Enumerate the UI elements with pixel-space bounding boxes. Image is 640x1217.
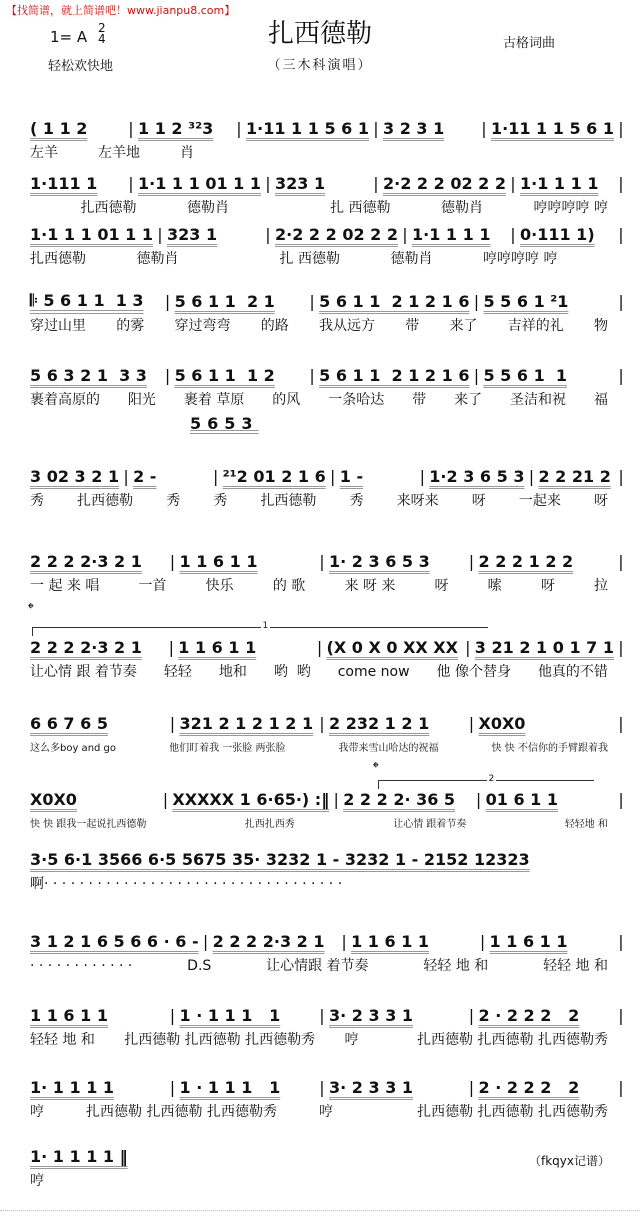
lyric: D.S <box>187 958 212 974</box>
lyric: 裹着高原的 <box>30 392 100 408</box>
barline: | <box>162 789 169 809</box>
coda-sign: 𝄌 <box>28 599 34 618</box>
lyric: 德勒肖 <box>187 200 230 216</box>
lyric: 扎 西德勒 <box>279 251 340 267</box>
measure: 1 1 2 ³²3 <box>138 118 214 138</box>
lyric: 嗦 <box>487 578 502 594</box>
lyric: 秀 <box>166 493 181 509</box>
lyric: 让心情 跟着节奏 <box>393 819 467 830</box>
lyric: 扎西德勒 扎西德勒 扎西德勒秀 <box>86 1104 277 1120</box>
measure: 1·1 1 1 1 <box>520 173 599 193</box>
lyrics-line <box>30 958 628 975</box>
measure: 5 6 1 1 1 2 <box>174 365 275 385</box>
alternate-notes: 5653 <box>190 414 259 433</box>
lyrics-line <box>30 1032 628 1049</box>
barline: | <box>157 224 163 244</box>
notes-line <box>30 712 628 734</box>
lyrics-line <box>30 145 628 162</box>
lyric: 快 快 跟我一起说扎西德勒 <box>30 819 147 830</box>
key-signature: 1= A <box>50 28 88 46</box>
lyric: 吉祥的礼 <box>507 318 564 334</box>
measure: X0X0 <box>478 713 526 733</box>
barline: | <box>618 466 624 486</box>
measure: 3 21 2 1 0 1 7 1 <box>474 637 614 657</box>
lyrics-line <box>30 664 628 681</box>
lyrics-line <box>30 816 628 833</box>
lyrics-line <box>30 1173 628 1190</box>
staff-system <box>30 364 628 409</box>
measure: 2·2 2 2 02 2 2 <box>275 224 398 244</box>
barline: | <box>618 1005 624 1025</box>
lyric: 德勒肖 <box>136 251 179 267</box>
notes-line <box>30 364 628 386</box>
staff-system <box>30 223 628 268</box>
barline: | <box>169 1077 176 1097</box>
lyric: 我带来雪山哈达的祝福 <box>338 743 439 754</box>
notes-line <box>30 290 628 312</box>
lyric: 来呀来 <box>396 493 439 509</box>
lyric: 这么多boy and go <box>30 743 117 754</box>
lyric: 来了 <box>449 318 478 334</box>
barline: | <box>316 637 323 657</box>
staff-system <box>30 848 628 893</box>
lyric: 呀 <box>540 578 555 594</box>
barline: | <box>468 551 475 571</box>
barline: | <box>169 713 176 733</box>
lyric: 带 <box>405 318 420 334</box>
measure: 3· 2 3 3 1 <box>329 1005 414 1025</box>
notes-line <box>30 550 628 572</box>
lyric: 一条哈达 <box>328 392 385 408</box>
lyric: 他真的不错 <box>537 664 608 680</box>
lyric: 扎 西德勒 <box>330 200 391 216</box>
measure: 1 1 6 1 1 <box>178 637 257 657</box>
barline: | <box>618 1077 624 1097</box>
lyrics-line <box>30 392 628 409</box>
time-top: 2 <box>98 21 106 35</box>
lyric: 穿过山里 <box>30 318 86 334</box>
barline: | <box>373 173 379 193</box>
notes-line <box>30 636 628 658</box>
lyric: 哼 <box>30 1173 44 1189</box>
lyric: 我从远方 <box>319 318 375 334</box>
notes-line <box>30 930 628 952</box>
lyrics-line <box>30 740 628 757</box>
barline: | <box>236 118 242 138</box>
notes-line <box>30 223 628 245</box>
barline: | <box>618 931 624 951</box>
lyric: 来 呀 来 <box>344 578 396 594</box>
measure: 1·1 1 1 01 1 1 <box>30 224 153 244</box>
measure: 2 2 21 2 <box>538 466 611 486</box>
barline: | <box>618 291 624 311</box>
lyric: 扎西扎西秀 <box>244 819 295 830</box>
lyrics-line <box>30 578 628 595</box>
lyric: · · · · · · · · · · · · <box>30 958 133 974</box>
lyric: 德勒肖 <box>390 251 433 267</box>
measure: 5 6 1 1 2 1 2 1 6 <box>319 365 470 385</box>
lyric: 秀 <box>213 493 228 509</box>
measure: X0X0 <box>30 789 77 809</box>
lyric: 带 <box>412 392 427 408</box>
lyric: 扎西德勒 <box>77 493 134 509</box>
volta-bracket-1 <box>32 621 488 636</box>
lyric: 扎西德勒 扎西德勒 扎西德勒秀 <box>124 1032 316 1048</box>
lyrics-line <box>30 200 628 217</box>
lyric: 呀 <box>593 493 608 509</box>
measure: 1 1 6 1 1 <box>179 551 258 571</box>
measure: 6 6 7 6 5 <box>30 713 108 733</box>
barline: | <box>123 466 129 486</box>
site-banner[interactable]: 【找简谱，就上简谱吧！www.jianpu8.com】 <box>6 4 236 17</box>
measure: 2 · 2 2 2 2 <box>478 1077 580 1097</box>
measure: 2 2 2 1 2 2 <box>478 551 574 571</box>
barline: | <box>309 291 315 311</box>
lyric: 呀 <box>434 578 449 594</box>
lyric: 快乐 <box>205 578 234 594</box>
lyric: 呀 <box>471 493 486 509</box>
lyric: 一 起 来 唱 <box>30 578 100 594</box>
lyric: 裹着 草原 <box>183 392 245 408</box>
barline: | <box>468 1077 475 1097</box>
time-bottom: 4 <box>98 32 106 46</box>
lyric: come now <box>337 664 410 680</box>
barline: | <box>168 637 174 657</box>
lyric: 快 快 不信你的手臂跟着我 <box>491 743 608 754</box>
barline: | <box>475 789 482 809</box>
measure: 1 1 6 1 1 <box>489 931 568 951</box>
measure: 3·5 6·1 3566 6·5 5675 35· 3232 1 - 3232 1 - 2152 12323 <box>30 849 530 869</box>
barline: | <box>319 713 325 733</box>
lyric: 秀 <box>30 493 44 509</box>
transcriber-credit: （fkqyx记谱） <box>529 1154 610 1168</box>
barline: | <box>481 118 487 138</box>
barline: | <box>128 118 134 138</box>
lyric: 圣洁和祝 <box>510 392 567 408</box>
notes-line <box>30 788 628 810</box>
volta-1-label: 1 <box>262 621 269 631</box>
staff-system <box>30 465 628 510</box>
measure: 3 02 3 2 1 <box>30 466 120 486</box>
measure: (X 0 X 0 XX XX <box>326 637 458 657</box>
barline: | <box>618 551 624 571</box>
barline: | <box>202 931 209 951</box>
staff-system <box>30 788 628 833</box>
lyrics-line <box>30 318 628 335</box>
lyric: 物 <box>594 318 608 334</box>
measure: 01 6 1 1 <box>485 789 558 809</box>
lyric: 轻轻 地 和 <box>423 958 489 974</box>
lyric: 来了 <box>454 392 483 408</box>
barline: | <box>402 224 408 244</box>
barline: | <box>479 931 486 951</box>
barline: | <box>169 1005 176 1025</box>
measure: 1· 1 1 1 1 ‖ <box>30 1146 128 1166</box>
barline: | <box>265 224 271 244</box>
measure: 5 6 1 1 2 1 2 1 6 <box>319 291 470 311</box>
barline: | <box>473 291 480 311</box>
lyric: 的雾 <box>116 318 145 334</box>
lyric: 拉 <box>593 578 608 594</box>
lyric: 一首 <box>138 578 167 594</box>
staff-system <box>30 1004 628 1049</box>
measure: 2 2 2 2·3 2 1 <box>30 637 142 657</box>
measure: 1 - <box>339 466 364 486</box>
lyric: 哼哼哼哼 哼 <box>533 200 608 216</box>
lyric: 啊· · · · · · · · · · · · · · · · · · · · · · · · · · · · · · · · · · <box>30 876 343 892</box>
lyrics-line <box>30 876 628 893</box>
barline: | <box>319 1005 325 1025</box>
measure: 323 1 <box>167 224 218 244</box>
measure: 1·1 1 1 1 <box>412 224 491 244</box>
measure: 2 2 2 2·3 2 1 <box>30 551 142 571</box>
barline: | <box>618 789 624 809</box>
lyric: 让心情 跟 着节奏 <box>30 664 137 680</box>
lyric: 一起来 <box>518 493 561 509</box>
measure: 2 2 2 2·3 2 1 <box>212 931 325 951</box>
lyrics-line <box>30 493 628 510</box>
measure: 1 1 6 1 1 <box>30 1005 108 1025</box>
measure: 1 · 1 1 1 1 <box>179 1005 281 1025</box>
measure: 323 1 <box>275 173 326 193</box>
lyric: 扎西德勒 <box>260 493 317 509</box>
barline: | <box>528 466 535 486</box>
lyric: 德勒肖 <box>441 200 484 216</box>
barline: | <box>164 365 171 385</box>
barline: | <box>618 637 624 657</box>
barline: | <box>510 224 516 244</box>
measure: 1·11 1 1 5 6 1 <box>491 118 614 138</box>
barline: | <box>330 466 336 486</box>
lyric: 的路 <box>260 318 289 334</box>
lyrics-line <box>30 1104 628 1121</box>
measure: 5 5 6 1 ²1 <box>483 291 569 311</box>
lyric: 左羊 <box>30 145 58 161</box>
barline: | <box>618 173 624 193</box>
barline: | <box>164 291 171 311</box>
staff-system <box>30 172 628 217</box>
lyric: 哼 <box>30 1104 44 1120</box>
singer: （三木科演唱） <box>267 58 373 73</box>
measure: 3· 2 3 3 1 <box>329 1077 414 1097</box>
barline: | <box>128 173 134 193</box>
lyric: 他们盯着我 一张脸 两张脸 <box>169 743 286 754</box>
barline: | <box>169 551 176 571</box>
barline: | <box>309 365 315 385</box>
measure: 1·2 3 6 5 3 <box>429 466 525 486</box>
notes-line <box>30 117 628 139</box>
measure: 5 6 1 1 2 1 <box>174 291 275 311</box>
staff-system <box>30 1076 628 1121</box>
notes-line <box>30 465 628 487</box>
lyric: 扎西德勒 扎西德勒 扎西德勒秀 <box>417 1104 608 1120</box>
lyric: 阳光 <box>127 392 156 408</box>
measure: 2 · 2 2 2 2 <box>478 1005 580 1025</box>
barline: | <box>319 551 325 571</box>
lyric: 左羊地 <box>98 145 140 161</box>
barline: | <box>468 1005 475 1025</box>
volta-2-label: 2 <box>488 774 495 784</box>
measure: 5 5 6 1 1 <box>483 365 567 385</box>
staff-system <box>30 636 628 681</box>
measure: 2 - <box>133 466 157 486</box>
barline: | <box>373 118 379 138</box>
lyric: 哼 <box>319 1104 333 1120</box>
volta-bracket-2 <box>378 774 594 789</box>
lyric: 扎西德勒 <box>80 200 137 216</box>
measure: 2·2 2 2 02 2 2 <box>383 173 506 193</box>
staff-system <box>30 550 628 595</box>
barline: | <box>618 365 624 385</box>
measure: 1·111 1 <box>30 173 98 193</box>
measure: 5 6 3 2 1 3 3 <box>30 365 147 385</box>
song-title: 扎西德勒 <box>267 19 373 49</box>
staff-system <box>30 117 628 162</box>
lyric: 福 <box>593 392 608 408</box>
lyric: 哟 哟 <box>273 664 311 680</box>
barline: | <box>319 1077 325 1097</box>
lyric: 的风 <box>272 392 301 408</box>
lyric: 肖 <box>180 145 194 161</box>
lyric: 轻轻 地 和 <box>543 958 608 974</box>
lyric: 地和 <box>218 664 247 680</box>
measure: 1·11 1 1 5 6 1 <box>246 118 369 138</box>
barline: | <box>265 173 271 193</box>
lyric: 轻轻 地 和 <box>30 1032 95 1048</box>
lyrics-line <box>30 251 628 268</box>
barline: | <box>618 118 624 138</box>
barline: | <box>212 466 219 486</box>
measure: 0·111 1) <box>520 224 595 244</box>
barline: | <box>510 173 516 193</box>
lyric: 他 像个替身 <box>436 664 511 680</box>
notes-line <box>30 172 628 194</box>
barline: | <box>419 466 425 486</box>
measure: 321 2 1 2 1 2 1 <box>179 713 314 733</box>
notes-line <box>30 1076 628 1098</box>
measure: XXXXX 1 6·65·) :‖ <box>172 789 330 809</box>
barline: | <box>473 365 480 385</box>
barline: | <box>465 637 471 657</box>
lyric: 扎西德勒 扎西德勒 扎西德勒秀 <box>417 1032 608 1048</box>
notes-line <box>30 1004 628 1026</box>
measure: ²¹2 01 2 1 6 <box>222 466 326 486</box>
measure: ( 1 1 2 <box>30 118 88 138</box>
lyric: 哼 <box>344 1032 359 1048</box>
measure: 1 · 1 1 1 1 <box>179 1077 281 1097</box>
measure: 2 2 2 2· 36 5 <box>343 789 456 809</box>
staff-system <box>30 290 628 335</box>
lyric: 让心情跟 着节奏 <box>266 958 369 974</box>
barline: | <box>333 789 339 809</box>
barline: | <box>618 713 624 733</box>
measure: 2 232 1 2 1 <box>329 713 430 733</box>
lyric: 的 歌 <box>272 578 306 594</box>
time-signature <box>98 23 106 45</box>
author-credit: 古格词曲 <box>502 36 555 51</box>
lyric: 秀 <box>349 493 364 509</box>
notes-line <box>30 848 628 870</box>
lyric: 轻轻 <box>163 664 192 680</box>
divider <box>0 1210 640 1211</box>
lyric: 哼哼哼哼 哼 <box>483 251 558 267</box>
barline: | <box>618 224 624 244</box>
coda-sign-2: 𝄌 <box>373 758 379 777</box>
tempo-marking: 轻松欢快地 <box>48 59 114 74</box>
measure: 1·1 1 1 01 1 1 <box>138 173 261 193</box>
measure: 1· 1 1 1 1 <box>30 1077 115 1097</box>
staff-system <box>30 712 628 757</box>
measure: 3 2 3 1 <box>383 118 445 138</box>
barline: | <box>468 713 475 733</box>
staff-system <box>30 930 628 975</box>
measure: 3 1 2 1 6 5 6 6 · 6 - <box>30 931 199 951</box>
lyric: 轻轻地 和 <box>564 819 608 830</box>
barline: | <box>341 931 347 951</box>
lyric: 扎西德勒 <box>30 251 86 267</box>
lyric: 穿过弯弯 <box>174 318 231 334</box>
measure: 1 1 6 1 1 <box>351 931 430 951</box>
measure: 1· 2 3 6 5 3 <box>329 551 430 571</box>
measure: 𝄆 5 6 1 1 1 3 <box>30 291 144 310</box>
